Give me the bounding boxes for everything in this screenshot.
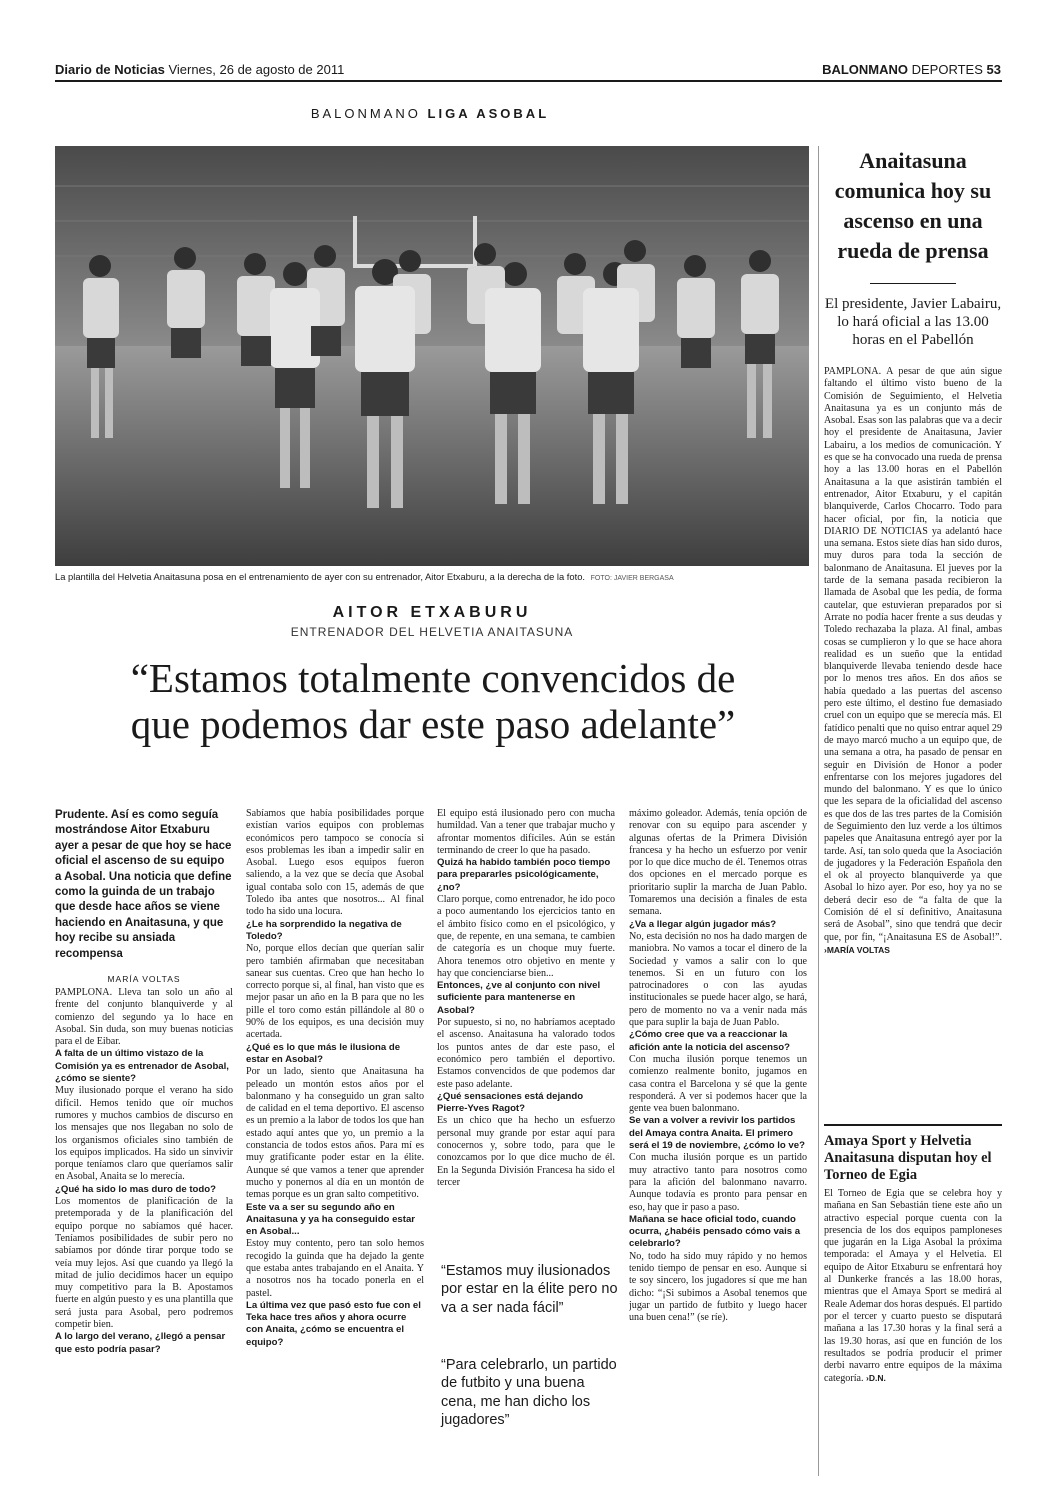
section-sport: BALONMANO bbox=[310, 106, 421, 121]
headline bbox=[58, 655, 808, 747]
sidebar-headline-2: Amaya Sport y Helvetia Anaitasuna disputan hoy el Torneo de Egia bbox=[824, 1133, 992, 1183]
interview-question: ¿Qué sensaciones está dejando Pierre-Yves Ragot? bbox=[437, 1090, 584, 1115]
publication-date: Viernes, 26 de agosto de 2011 bbox=[168, 62, 345, 77]
interview-question: ¿Qué es lo que más le ilusiona de estar en Asobal? bbox=[246, 1041, 401, 1065]
lead-paragraph: Prudente. Así es como seguía mostrándose Aitor Etxaburu ayer a pesar de que hoy se hace oficial el ascenso de su equipo a Asobal. Una noticia que define como la guinda de un trabajo que desde hace años se viene haciendo en Anaitasuna, y que hoy recibe su ansiada recompensa bbox=[55, 809, 232, 960]
interview-question: Entonces, ¿ve al conjunto con nivel suficiente para mantenerse en Asobal? bbox=[437, 980, 601, 1016]
interview-answer: Por supuesto, si no, no habríamos aceptado el ascenso. Anaitasuna ha valorado todos los puntos antes de dar este paso, el económico pero también el deportivo. Estamos convencidos de que podemos dar este paso adelante. bbox=[437, 1017, 615, 1090]
interview-answer: PAMPLONA. Lleva tan solo un año al frente del conjunto blanquiverde y al comienzo del segundo ya lo hace en Asobal. Sin duda, son muy buenas noticias para el de Eibar. bbox=[55, 987, 233, 1048]
sidebar-divider bbox=[818, 146, 819, 1476]
interview-answer: Muy ilusionado porque el verano ha sido difícil. Hemos tenido que oír muchos rumores y muchos cambios de discurso en los mensajes que nos llegaban no solo de los organismos oficiales sino también de los equipos implicados. Ha sido un sinvivir porque teníamos claro que queríamos salir en Asobal, Anaita se lo merecía. bbox=[55, 1085, 233, 1183]
sidebar-headline-rule bbox=[870, 283, 956, 284]
sidebar-section-rule bbox=[824, 1124, 1002, 1126]
header-rule bbox=[55, 80, 1002, 82]
interview-question: A lo largo del verano, ¿llegó a pensar que esto podría pasar? bbox=[55, 1331, 226, 1355]
page-header-right bbox=[822, 62, 1001, 77]
interview-answer: No, porque ellos decían que querían salir pero también afirmaban que necesitaban sanear sus cuentas. Creo que han hecho lo correcto porque si, al final, han visto que es mejor pasar un año en la B para que no les pille el toro como están pillándole al 80 o 90% de los equipos, es una decisión muy acertada. bbox=[246, 943, 424, 1041]
section-league: LIGA ASOBAL bbox=[427, 106, 550, 121]
interview-answer: Los momentos de planificación de la pretemporada y de la planificación del equipo porque no sabíamos qué hacer. Teníamos posibilidades de subir pero no sabíamos por dónde tirar porque todo se veía muy lejos. Así que cuando ya llegó la mitad de julio decidimos hacer un equipo muy competitivo para la B. Apostamos fuerte en algún puesto y es una plantilla que será justa para Asobal, pero podremos competir bien. bbox=[55, 1196, 233, 1331]
publication-name: Diario de Noticias bbox=[55, 62, 165, 77]
photo-caption bbox=[55, 571, 809, 585]
sidebar-body-byline: ›MARÍA VOLTAS bbox=[824, 944, 890, 955]
page-header-left bbox=[55, 62, 344, 77]
photo-credit: FOTO: JAVIER BERGASA bbox=[590, 575, 674, 582]
interview-question: ¿Va a llegar algún jugador más? bbox=[629, 918, 777, 930]
sidebar-body-text: PAMPLONA. A pesar de que aún sigue faltando el último visto bueno de la Comisión de Seguimiento, el Helvetia Anaitasuna ya es un conjunto más de Asobal. Esas son las palabras que va a decir hoy el presidente de Anaitasuna, Javier Labairu, a los medios de comunicación. Y es que se ha convocado una rueda de prensa hoy a las 13.00 horas en el Pabellón Anaitasuna a la que asistirán también el entrenador, Aitor Etxaburu, y el capitán blanquiverde, Carlos Chocarro. Todo para hacer oficial, por fin, la noticia que DIARIO DE NOTICIAS ya adelantó hace una semana. Estos siete días han sido duros, muy duros para toda la sección de balonmano de Anaitasuna. El jueves por la tarde de la semana pasada recibieron la llamada de Asobal que les pedía, de forma cautelar, que estuvieran preparados por si Arrate no podía hacer frente a sus deudas y Toledo rechazaba la plaza. Al final, ambas cosas se cumplieron y lo que se hace ahora realidad es un sueño que la entidad blanquiverde llevaba teniendo desde hace por lo menos tres años. En dos años se había quedado a las puertas del ascenso pero este último, el destino fue demasiado cruel con un equipo que se merecía más. El fatídico penalti que no quiso entrar aquel 29 de mayo marcó mucho a un equipo que, de una semana a otra, ha pasado de pensar en seguir en División de Honor a poder enfrentarse con los mejores jugadores del mundo del balonmano. Y es que lo único que les separa de la oficialidad del ascenso es que dos de las tres partes de la Comisión de Seguimiento den luz verde a los últimos papeles que Anaitasuna entregó ayer por la tarde. Así, tan solo queda que la Asociación de jugadores y la Federación Española den el ok al proyecto blanquiverde ya que Asobal lo hizo ayer. Por eso, hoy ya no se deberá decir eso de “a falta de que la Comisión dé el sí definitivo, Anaitasuna será de Asobal”, sino que tendrá que decir que, por fin, “¡Anaitasuna ES de Asobal!”. bbox=[824, 366, 1002, 943]
interview-answer: No, todo ha sido muy rápido y no hemos tenido tiempo de pensar en eso. Aunque si te soy sincero, los jugadores sí que me han dicho: “¡Si subimos a Asobal tenemos que jugar un partido de futbito y luego hacer una buen cena!” (se ríe). bbox=[629, 1250, 807, 1324]
interview-answer: máximo goleador. Además, tenía opción de renovar con su equipo para ascender y algunas ofertas de la Primera División francesa y ha hecho un esfuerzo por venir por lo que dice mucho de él. Tenemos otras dos opciones en el mercado porque es prioritario suplir la marcha de Juan Pablo. Tomaremos una decisión a finales de esta semana. bbox=[629, 808, 807, 918]
interview-answer: Es un chico que ha hecho un esfuerzo personal muy grande por estar aquí para conocernos y, sobre todo, para que le conozcamos por lo que dice mucho de él. En la Segunda División Francesa ha sido el tercer bbox=[437, 1115, 615, 1188]
interview-answer: Con mucha ilusión porque tenemos un comienzo realmente bonito, jugamos en casa contra el Barcelona y sé que la gente responderá. A ver si podemos hacer que la gente vea buen balonmano. bbox=[629, 1053, 807, 1115]
headline-line-1: “Estamos totalmente convencidos de bbox=[130, 655, 736, 701]
sidebar-body bbox=[824, 366, 1002, 1116]
interview-question: A falta de un último vistazo de la Comisión ya es entrenador de Asobal, ¿cómo se siente? bbox=[55, 1048, 229, 1085]
interview-question: Este va a ser su segundo año en Anaitasuna y ya ha conseguido estar en Asobal... bbox=[246, 1201, 416, 1238]
interview-question: ¿Le ha sorprendido la negativa de Toledo? bbox=[246, 918, 402, 942]
pull-quote-2: “Para celebrarlo, un partido de futbito y una buena cena, me han dicho los jugadores” bbox=[441, 1357, 617, 1429]
section-name: BALONMANO bbox=[822, 62, 908, 77]
article-column-2 bbox=[246, 808, 424, 1468]
sidebar-subheadline: El presidente, Javier Labairu, lo hará oficial a las 13.00 horas en el Pabellón bbox=[824, 296, 1002, 348]
caption-text: La plantilla del Helvetia Anaitasuna posa en el entrenamiento de ayer con su entrenador, Aitor Etxaburu, a la derecha de la foto. bbox=[55, 571, 586, 582]
byline: MARÍA VOLTAS bbox=[107, 974, 181, 984]
sidebar-headline: Anaitasuna comunica hoy su ascenso en una rueda de prensa bbox=[834, 148, 992, 263]
headline-line-2: que podemos dar este paso adelante” bbox=[130, 701, 736, 747]
section-label bbox=[55, 106, 805, 121]
interviewee-name: AITOR ETXABURU bbox=[332, 604, 532, 621]
interview-answer: El equipo está ilusionado pero con mucha humildad. Van a tener que trabajar mucho y afrontar momentos difíciles. Aún se están terminando de creer lo que ha pasado. bbox=[437, 808, 615, 856]
interview-answer: No, esta decisión no nos ha dado margen de maniobra. No vamos a tocar el dinero de la Sociedad y vamos a salir con lo que tenemos. Si en un futuro con los patrocinadores o con las ayudas institucionales se puede hacer algo, se hará, pero de momento no va a venir nada más que para suplir la baja de Juan Pablo. bbox=[629, 930, 807, 1029]
article-column-1 bbox=[55, 987, 233, 1467]
interview-question: Quizá ha habido también poco tiempo para prepararles psicológicamente, ¿no? bbox=[437, 857, 611, 893]
sidebar-body-2-text: El Torneo de Egia que se celebra hoy y mañana en San Sebastián tiene este año un atractivo especial porque cuenta con la presencia de los dos equipos pamploneses que jugarán en la Liga Asobal la próxima temporada: el Amaya y el Helvetia. El equipo de Aitor Etxaburu se enfrentará hoy al Dunkerke francés a las 18.00 horas, mientras que el Amaya Sport se medirá al Reale Ademar dos horas después. El partido por el tercer y cuarto puesto se disputará mañana a las 17.30 horas y la final será a las 19.30 horas, así que en función de los resultados se podría producir el primer derbi navarro entre equipos de la máxima categoría. bbox=[824, 1188, 1002, 1385]
interview-question: Mañana se hace oficial todo, cuando ocurra, ¿habéis pensado cómo vais a celebrarlo? bbox=[629, 1213, 801, 1250]
article-column-3 bbox=[437, 808, 615, 1248]
interview-question: Se van a volver a revivir los partidos del Amaya contra Anaita. El primero será el 19 de noviembre, ¿cómo lo ve? bbox=[629, 1115, 805, 1152]
subsection-name: DEPORTES bbox=[911, 62, 983, 77]
interview-answer: Por un lado, siento que Anaitasuna ha peleado un montón estos años por el balonmano y ha conseguido un gran salto de calidad en el tema deportivo. El ascenso es un premio a la labor de todos los que han estado aquí antes que yo, un premio a la constancia de todos estos años. Para mí es muy gratificante poder estar en la élite. Aunque sé que vamos a tener que aprender mucho y ponernos al día en un montón de temas porque es un gran salto competitivo. bbox=[246, 1066, 424, 1201]
interview-answer: Con mucha ilusión porque es un partido muy atractivo tanto para nosotros como para la afición del balonmano navarro. Aunque todavía es pronto para pensar en eso, hay que ir paso a paso. bbox=[629, 1152, 807, 1213]
article-column-4 bbox=[629, 808, 807, 1468]
interview-question: ¿Qué ha sido lo mas duro de todo? bbox=[55, 1183, 216, 1195]
sidebar-body-2 bbox=[824, 1188, 1002, 1488]
page-number: 53 bbox=[986, 62, 1001, 77]
interview-answer: Estoy muy contento, pero tan solo hemos recogido la guinda que ha dejado la gente que estaba antes trabajando en el Anaita. Y a nosotros nos ha tocado ponerla en el pastel. bbox=[246, 1238, 424, 1299]
interview-answer: Claro porque, como entrenador, he ido poco a poco aumentando los ejercicios tanto en el ámbito físico como en el psicológico, y que, de repente, en una semana, te cambien de categoría es un choque muy fuerte. Ahora tenemos otro objetivo en mente y hay que concienciarse bien... bbox=[437, 894, 615, 979]
interview-question: ¿Cómo cree que va a reaccionar la afición ante la noticia del ascenso? bbox=[629, 1029, 791, 1053]
pull-quote-1: “Estamos muy ilusionados por estar en la élite pero no va a ser nada fácil” bbox=[441, 1263, 618, 1316]
team-photo bbox=[55, 146, 809, 566]
interviewee-role: ENTRENADOR DEL HELVETIA ANAITASUNA bbox=[290, 625, 574, 639]
sidebar-body-2-byline: ›D.N. bbox=[866, 1373, 886, 1384]
interview-answer: Sabíamos que había posibilidades porque existían varios equipos con problemas económicos pero tampoco se conocía si esos problemas les iban a impedir salir en Asobal. Luego esos equipos fueron saliendo, a la vez que se decía que Asobal igual contaba solo con 15, además de que Toledo iba antes que nosotros... Al final todo ha sido una locura. bbox=[246, 808, 424, 918]
interview-question: La última vez que pasó esto fue con el Teka hace tres años y ahora ocurre con Anaita, ¿cómo se encuentra el equipo? bbox=[246, 1299, 421, 1348]
